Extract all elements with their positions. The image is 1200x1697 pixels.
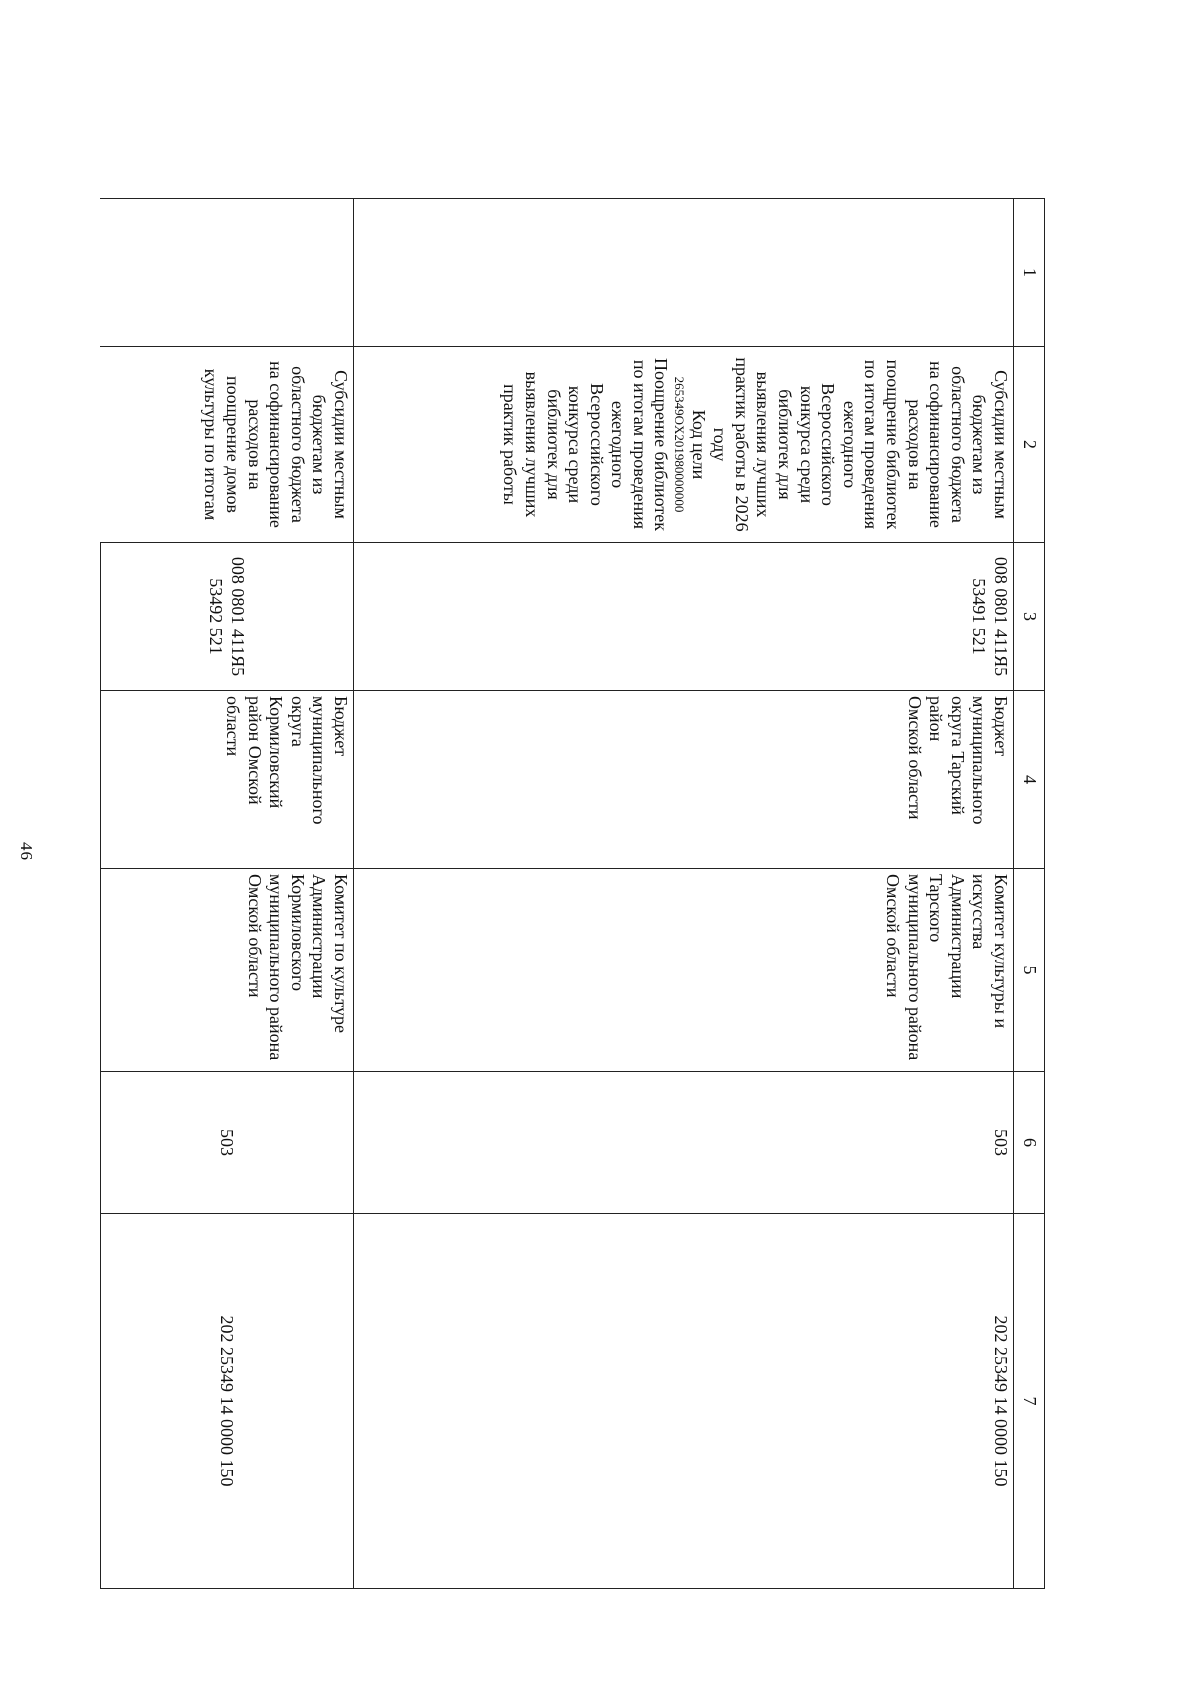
subsidy-description: Субсидии местным бюджетам из областного бюджета на софинансирование расходов на поощрение домов культуры по итогам xyxy=(101,347,354,543)
recipient-budget: Бюджет муниципального округа Кормиловский район Омской области xyxy=(101,691,354,869)
header-row xyxy=(1014,199,1045,1589)
cell-col1 xyxy=(354,199,1014,347)
header-col-3: 3 xyxy=(1014,543,1045,691)
header-col-4: 4 xyxy=(1014,691,1045,869)
rotated-table-wrapper xyxy=(100,198,1045,1588)
budget-code: 008 0801 411Я5 53492 521 xyxy=(101,543,354,691)
header-col-6: 6 xyxy=(1014,1072,1045,1214)
header-col-7: 7 xyxy=(1014,1214,1045,1589)
administrator: Комитет по культуре Администрации Кормиловского муниципального района Омской области xyxy=(101,869,354,1072)
header-col-5: 5 xyxy=(1014,869,1045,1072)
admin-code: 503 xyxy=(101,1072,354,1214)
budget-code: 008 0801 411Я5 53491 521 xyxy=(354,543,1014,691)
recipient-budget: Бюджет муниципального округа Тарский район Омской области xyxy=(354,691,1014,869)
admin-code: 503 xyxy=(354,1072,1014,1214)
header-col-2: 2 xyxy=(1014,347,1045,543)
cell-col2 xyxy=(354,347,1014,543)
income-code: 202 25349 14 0000 150 xyxy=(101,1214,354,1589)
goal-description: Поощрение библиотек по итогам проведения ежегодного Всероссийского конкурса среди библиотек для выявления лучших практик работы xyxy=(500,357,672,532)
header-col-1: 1 xyxy=(1014,199,1045,347)
page-number: 46 xyxy=(17,842,36,861)
budget-table xyxy=(100,198,1045,1589)
cell-col1 xyxy=(101,199,354,347)
administrator: Комитет культуры и искусства Администрации Тарского муниципального района Омской области xyxy=(354,869,1014,1072)
goal-code: 265349OX201980000000 xyxy=(672,376,688,513)
income-code: 202 25349 14 0000 150 xyxy=(354,1214,1014,1589)
subsidy-description: Субсидии местным бюджетам из областного бюджета на софинансирование расходов на поощрение библиотек по итогам проведения ежегодного Всероссийского конкурса среди библиотек для выявления лучших практик работы в 2026 году Код цели xyxy=(688,357,1011,532)
table-row-culture-houses xyxy=(101,199,354,1589)
table-row-libraries xyxy=(354,199,1014,1589)
